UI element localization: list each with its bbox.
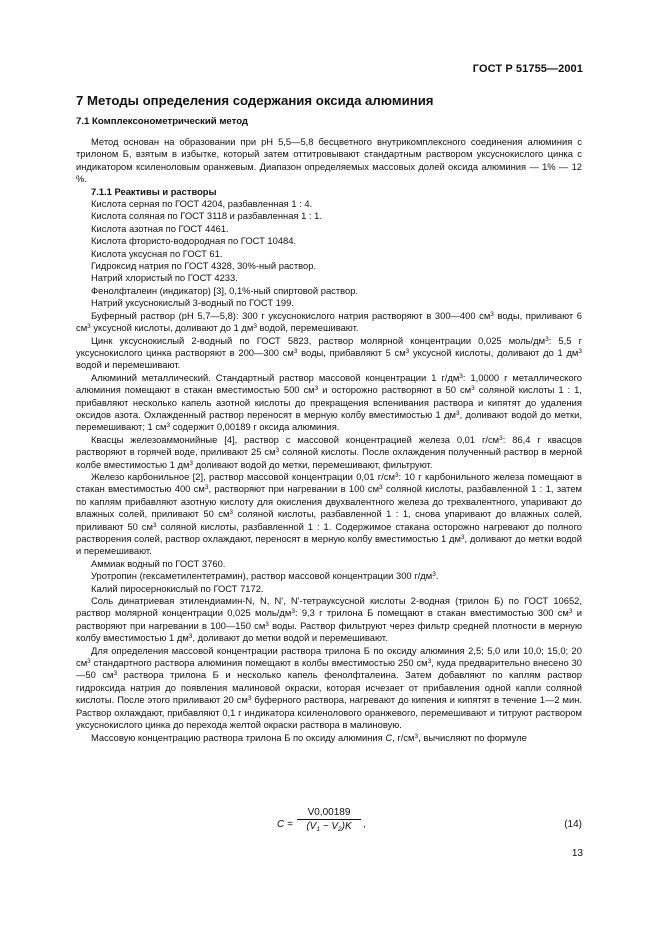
formula-numerator: V0,00189 (297, 807, 361, 820)
zinc-acetate-paragraph: Цинк уксуснокислый 2-водный по ГОСТ 5823, раствор молярной концентрации 0,025 моль/$дм^3$: 5,5 г уксуснокислого цинка растворяют в 200—300 $см^3$ воды, прибавляют 5 $см^3$ уксусной кислоты, доливают до 1 $дм^3$ водой и перемешивают. (76, 334, 583, 371)
formula-14 (76, 805, 582, 841)
reagent-item: Натрий хлористый по ГОСТ 4233. (91, 272, 238, 284)
formula-fraction (297, 807, 361, 832)
standard-number: ГОСТ Р 51755—2001 (472, 63, 583, 75)
formula-denominator: $(V_1 - V_2)K$ (306, 821, 352, 833)
alum-paragraph: Квасцы железоаммонийные [4], раствор с массовой концентрацией железа 0,01 $г/см^3$: 86,4 г квасцов растворяют в горячей воде, приливают 25 $см^3$ соляной кислоты. После охлаждения полученный раствор в мерной колбе вместимостью 1 $дм^3$ доливают водой до метки, перемешивают, фильтруют. (76, 433, 582, 470)
reagent-item: Фенолфталеин (индикатор) [3], 0,1%-ный спиртовой раствор. (91, 284, 359, 296)
reagent-item: Кислота уксусная по ГОСТ 61. (91, 247, 223, 259)
reagents-heading: 7.1.1 Реактивы и растворы (91, 185, 217, 197)
section-title: 7 Методы определения содержания оксида алюминия (76, 93, 434, 108)
subsection-title: 7.1 Комплексонометрический метод (76, 116, 249, 127)
reagent-item: Кислота соляная по ГОСТ 3118 и разбавленная 1 : 1. (91, 210, 322, 222)
carbonyl-iron-paragraph: Железо карбонильное [2], раствор массовой концентрации 0,01 $г/см^3$: 10 г карбонильного железа помещают в стакан вместимостью 400 $см^3$, растворяют при нагревании в 100 $см^3$ соляной кислоты, разбавленной 1 : 1, затем по каплям прибавляют азотную кислоту для окисления двухвалентного железа до трехвалентного, упаривают до влажных солей, приливают 50 $см^3$ соляной кислоты, разбавленной 1 : 1, снова упаривают до влажных солей, приливают 50 $см^3$ соляной кислоты, разбавленной 1 : 1. Содержимое стакана осторожно нагревают до полного растворения солей, раствор охлаждают, переносят в мерную колбу вместимостью 1 $дм^3$, доливают до метки водой и перемешивают. (76, 470, 583, 557)
potassium-item: Калий пиросернокислый по ГОСТ 7172. (91, 582, 264, 594)
method-paragraph: Метод основан на образовании при рН 5,5—5,8 бесцветного внутрикомплексного соединения алюминия с трилоном Б, взятым в избытке, который затем оттитровывают стандартным раствором уксуснокислого цинка с индикатором ксиленоловым оранжевым. Диапазон определяемых массовых долей оксида алюминия — 1% — 12 %. (76, 136, 582, 185)
concentration-procedure-paragraph: Для определения массовой концентрации раствора трилона Б по оксиду алюминия 2,5; 5,0 или 10,0; 15,0; 20 $см^3$ стандартного раствора алюминия помещают в колбы вместимостью 250 $см^3$, куда предварительно внесено 30—50 $см^3$ раствора трилона Б и несколько капель фенолфталеина. Затем добавляют по каплям раствор гидроксида натрия до появления малиновой окраски, которая исчезает от прибавления одной капли соляной кислоты. После этого приливают 20 $см^3$ буферного раствора, нагревают до кипения и кипятят в течение 1—2 мин. Раствор охлаждают, прибавляют 0,1 г индикатора ксиленолового оранжевого, перемешивают и титруют раствором уксуснокислого цинка до перехода желтой окраски раствора в малиновую. (76, 644, 582, 731)
formula-lhs: C = (277, 819, 293, 830)
reagent-item: Натрий уксуснокислый 3-водный по ГОСТ 199. (91, 297, 294, 309)
formula-comma: , (363, 819, 366, 830)
reagent-item: Кислота фтористо-водородная по ГОСТ 10484. (91, 235, 297, 247)
urotropine-item: Уротропин (гексаметилентетрамин), раствор массовой концентрации 300 $г/дм^3$. (91, 570, 439, 582)
buffer-solution-paragraph: Буферный раствор (рН 5,7—5,8): 300 г уксуснокислого натрия растворяют в 300—400 $см^3$ воды, приливают 6 $см^3$ уксусной кислоты, доливают до 1 $дм^3$ водой, перемешивают. (76, 309, 582, 334)
formula-intro-paragraph: Массовую концентрацию раствора трилона Б по оксиду алюминия C, $г/см^3$, вычисляют по формуле (91, 731, 527, 743)
reagent-item: Гидроксид натрия по ГОСТ 4328, 30%-ный раствор. (91, 260, 317, 272)
formula-number: (14) (564, 819, 582, 830)
trilon-b-paragraph: Соль динатриевая этилендиамин-N, N, N', N'-тетрауксусной кислоты 2-водная (трилон Б) по ГОСТ 10652, раствор молярной концентрации 0,025 моль/$дм^3$: 9,3 г трилона Б помещают в стакан вместимостью 300 $см^3$ и растворяют при нагревании в 100—150 $см^3$ воды. Раствор фильтруют через фильтр средней плотности в мерную колбу вместимостью 1 $дм^3$, доливают до метки водой и перемешивают. (76, 595, 582, 644)
ammonia-item: Аммиак водный по ГОСТ 3760. (91, 557, 226, 569)
reagent-item: Кислота азотная по ГОСТ 4461. (91, 222, 229, 234)
reagent-item: Кислота серная по ГОСТ 4204, разбавленная 1 : 4. (91, 198, 313, 210)
page-number: 13 (571, 848, 583, 859)
aluminium-standard-paragraph: Алюминий металлический. Стандартный раствор массовой концентрации 1 $г/дм^3$: 1,0000 г металлического алюминия помещают в стакан вместимостью 500 $см^3$ и осторожно растворяют в 50 $см^3$ соляной кислоты 1 : 1, прибавляют несколько капель азотной кислоты до прекращения вспенивания раствора и кипятят до удаления оксидов азота. Охлажденный раствор переносят в мерную колбу вместимостью 1 $дм^3$, доливают водой до метки, перемешивают; 1 $см^3$ содержит 0,00189 г оксида алюминия. (76, 371, 582, 433)
body-text (76, 136, 582, 744)
